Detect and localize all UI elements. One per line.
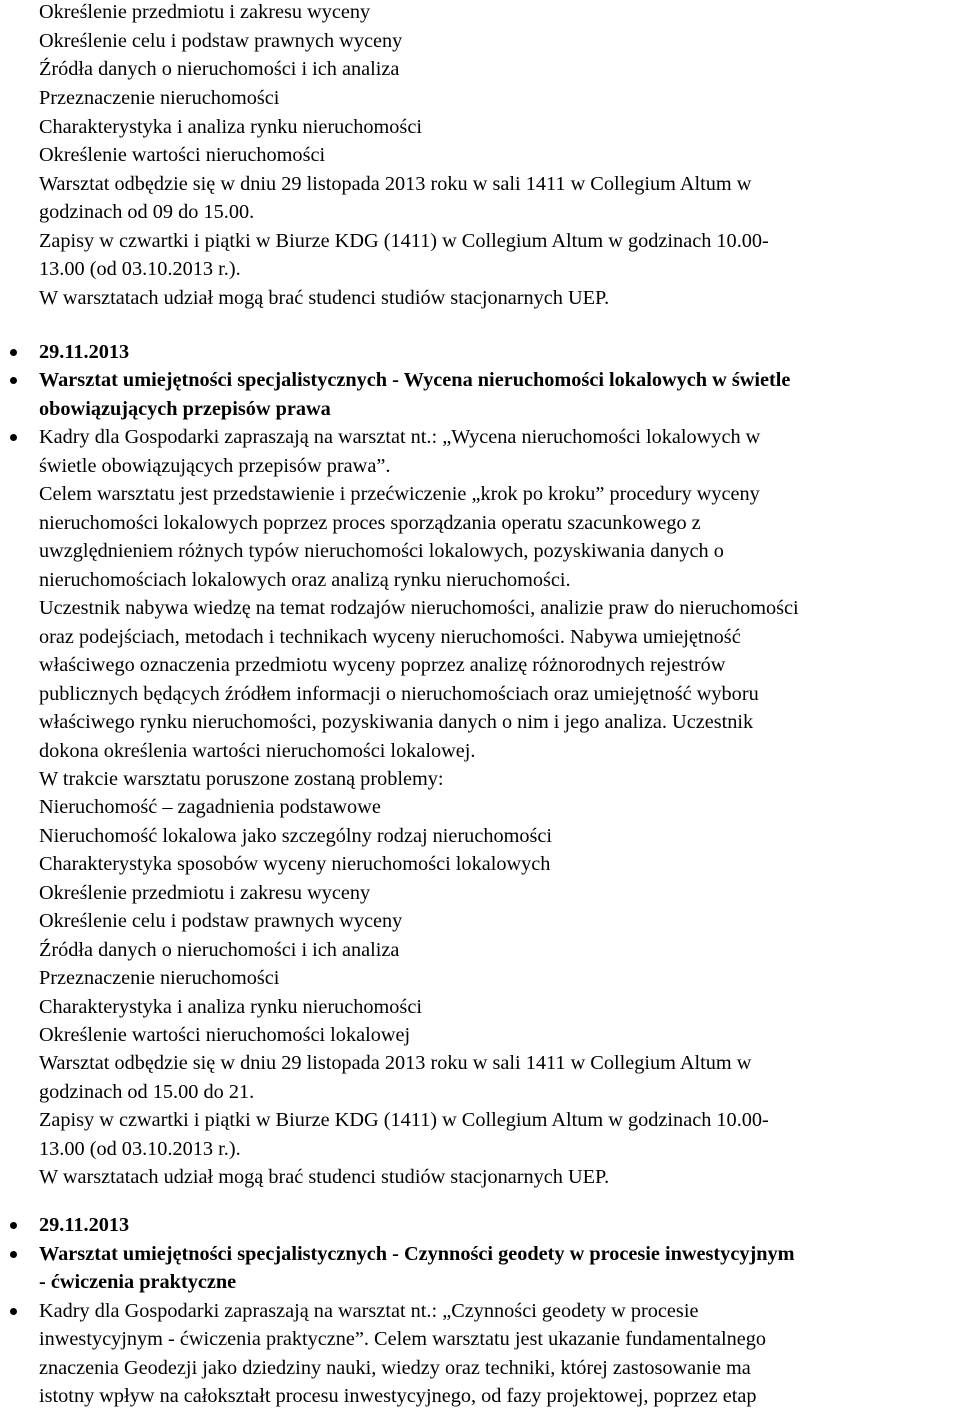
registration-info: 13.00 (od 03.10.2013 r.). (39, 1138, 241, 1160)
bullet-icon (10, 349, 17, 356)
workshop-date-place: Warsztat odbędzie się w dniu 29 listopada 2013 roku w sali 1411 w Collegium Altum w (39, 1052, 752, 1074)
registration-info: Zapisy w czwartki i piątki w Biurze KDG (1411) w Collegium Altum w godzinach 10.00- (39, 230, 769, 252)
workshop-title: obowiązujących przepisów prawa (39, 398, 331, 420)
body-line: Kadry dla Gospodarki zapraszają na warsztat nt.: „Wycena nieruchomości lokalowych w (39, 426, 761, 448)
workshop-date-place: godzinach od 15.00 do 21. (39, 1081, 255, 1103)
bullet-icon (10, 1222, 17, 1229)
body-line: Kadry dla Gospodarki zapraszają na warsztat nt.: „Czynności geodety w procesie (39, 1300, 699, 1322)
participants-info: W warsztatach udział mogą brać studenci studiów stacjonarnych UEP. (39, 1166, 610, 1188)
body-line: publicznych będących źródłem informacji o nieruchomościach oraz umiejętność wyboru (39, 683, 759, 705)
body-line: istotny wpływ na całokształt procesu inwestycyjnego, od fazy projektowej, poprzez etap (39, 1385, 757, 1407)
topic-line: Określenie celu i podstaw prawnych wyceny (39, 30, 403, 52)
topic-line: Źródła danych o nieruchomości i ich analiza (39, 58, 400, 80)
topic-line: Nieruchomość lokalowa jako szczególny rodzaj nieruchomości (39, 825, 553, 847)
body-line: właściwego oznaczenia przedmiotu wyceny poprzez analizę różnorodnych rejestrów (39, 654, 726, 676)
topic-line: Charakterystyka sposobów wyceny nieruchomości lokalowych (39, 853, 551, 875)
registration-info: Zapisy w czwartki i piątki w Biurze KDG (1411) w Collegium Altum w godzinach 10.00- (39, 1109, 769, 1131)
workshop-title: Warsztat umiejętności specjalistycznych - Wycena nieruchomości lokalowych w świetle (39, 369, 791, 391)
body-line: inwestycyjnym - ćwiczenia praktyczne”. Celem warsztatu jest ukazanie fundamentalnego (39, 1328, 767, 1350)
body-line: znaczenia Geodezji jako dziedziny nauki, wiedzy oraz techniki, której zastosowanie ma (39, 1357, 751, 1379)
workshop-date-place: Warsztat odbędzie się w dniu 29 listopada 2013 roku w sali 1411 w Collegium Altum w (39, 173, 752, 195)
body-line: nieruchomościach lokalowych oraz analizą rynku nieruchomości. (39, 569, 571, 591)
topic-line: Określenie wartości nieruchomości lokalowej (39, 1024, 411, 1046)
workshop-date: 29.11.2013 (39, 341, 130, 363)
bullet-icon (10, 434, 17, 441)
topic-line: Źródła danych o nieruchomości i ich analiza (39, 939, 400, 961)
registration-info: 13.00 (od 03.10.2013 r.). (39, 258, 241, 280)
body-line: Uczestnik nabywa wiedzę na temat rodzajów nieruchomości, analizie praw do nieruchomości (39, 597, 799, 619)
topic-line: Określenie przedmiotu i zakresu wyceny (39, 1, 371, 23)
bullet-icon (10, 1308, 17, 1315)
topic-line: Określenie celu i podstaw prawnych wyceny (39, 910, 403, 932)
topic-line: Określenie przedmiotu i zakresu wyceny (39, 882, 371, 904)
bullet-icon (10, 1251, 17, 1258)
topic-line: Przeznaczenie nieruchomości (39, 967, 280, 989)
body-line: uwzględnieniem różnych typów nieruchomości lokalowych, pozyskiwania danych o (39, 540, 724, 562)
topic-line: Określenie wartości nieruchomości (39, 144, 326, 166)
bullet-icon (10, 377, 17, 384)
body-line: W trakcie warsztatu poruszone zostaną problemy: (39, 768, 444, 790)
workshop-date-place: godzinach od 09 do 15.00. (39, 201, 255, 223)
body-line: Celem warsztatu jest przedstawienie i przećwiczenie „krok po kroku” procedury wyceny (39, 483, 760, 505)
body-line: świetle obowiązujących przepisów prawa”. (39, 455, 391, 477)
topic-line: Przeznaczenie nieruchomości (39, 87, 280, 109)
topic-line: Charakterystyka i analiza rynku nieruchomości (39, 116, 422, 138)
body-line: oraz podejściach, metodach i technikach wyceny nieruchomości. Nabywa umiejętność (39, 626, 741, 648)
body-line: właściwego rynku nieruchomości, pozyskiwania danych o nim i jego analiza. Uczestnik (39, 711, 754, 733)
body-line: nieruchomości lokalowych poprzez proces sporządzania operatu szacunkowego z (39, 512, 701, 534)
workshop-title: Warsztat umiejętności specjalistycznych - Czynności geodety w procesie inwestycyjnym (39, 1243, 795, 1265)
participants-info: W warsztatach udział mogą brać studenci studiów stacjonarnych UEP. (39, 287, 610, 309)
topic-line: Charakterystyka i analiza rynku nieruchomości (39, 996, 422, 1018)
workshop-title: - ćwiczenia praktyczne (39, 1271, 237, 1293)
body-line: dokona określenia wartości nieruchomości lokalowej. (39, 740, 476, 762)
workshop-date: 29.11.2013 (39, 1214, 130, 1236)
topic-line: Nieruchomość – zagadnienia podstawowe (39, 796, 381, 818)
